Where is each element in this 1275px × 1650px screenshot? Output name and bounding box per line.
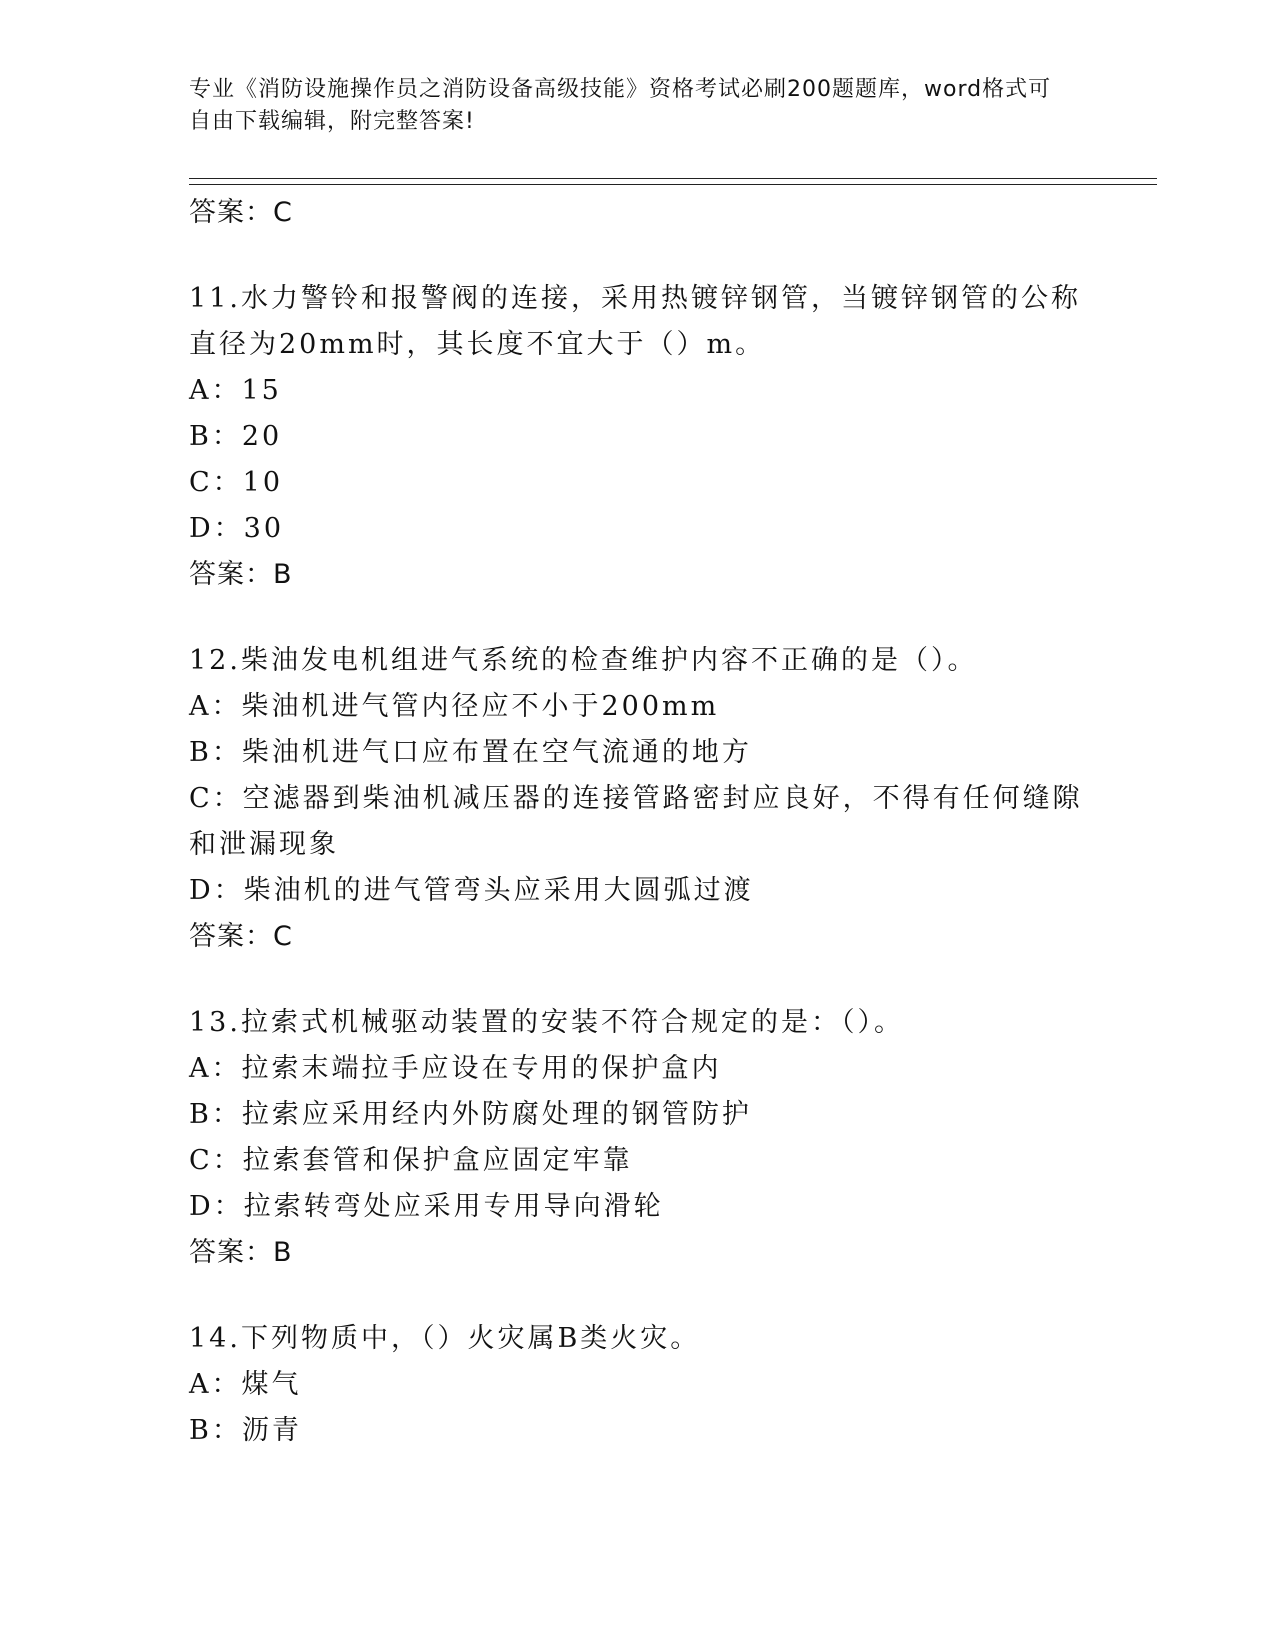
question-stem: 14.下列物质中，（）火灾属B类火灾。 (189, 1323, 701, 1354)
question-14 (189, 1316, 1089, 1454)
header-rule-top (189, 178, 1157, 179)
answer-line: 答案：B (189, 559, 293, 590)
header-rule-bottom (189, 184, 1157, 185)
question-12 (189, 638, 1089, 960)
answer-line: 答案：B (189, 1237, 293, 1268)
option-a: A：15 (189, 375, 282, 406)
option-a: A：柴油机进气管内径应不小于200mm (189, 691, 720, 722)
option-b: B：拉索应采用经内外防腐处理的钢管防护 (189, 1099, 752, 1130)
option-c: C：10 (189, 467, 284, 498)
option-b: B：20 (189, 421, 283, 452)
option-d: D：30 (189, 513, 285, 544)
answer-line: 答案：C (189, 197, 293, 228)
document-header: 专业《消防设施操作员之消防设备高级技能》资格考试必刷200题题库，word格式可自由下载编辑，附完整答案! (189, 77, 1052, 134)
question-stem: 11.水力警铃和报警阀的连接，采用热镀锌钢管，当镀锌钢管的公称直径为20mm时，其长度不宜大于（）m。 (189, 283, 1081, 360)
question-11 (189, 276, 1089, 598)
option-b: B：沥青 (189, 1415, 302, 1446)
answer-line: 答案：C (189, 921, 293, 952)
option-a: A：煤气 (189, 1369, 302, 1400)
question-13 (189, 1000, 1089, 1276)
option-a: A：拉索末端拉手应设在专用的保护盒内 (189, 1053, 722, 1084)
option-c: C：拉索套管和保护盒应固定牢靠 (189, 1145, 633, 1176)
option-c: C：空滤器到柴油机减压器的连接管路密封应良好，不得有任何缝隙和泄漏现象 (189, 783, 1083, 860)
option-b: B：柴油机进气口应布置在空气流通的地方 (189, 737, 752, 768)
question-list (189, 190, 1089, 1454)
question-stem: 12.柴油发电机组进气系统的检查维护内容不正确的是（）。 (189, 645, 978, 676)
option-d: D：柴油机的进气管弯头应采用大圆弧过渡 (189, 875, 754, 906)
option-d: D：拉索转弯处应采用专用导向滑轮 (189, 1191, 664, 1222)
question-stem: 13.拉索式机械驱动装置的安装不符合规定的是：（）。 (189, 1007, 904, 1038)
